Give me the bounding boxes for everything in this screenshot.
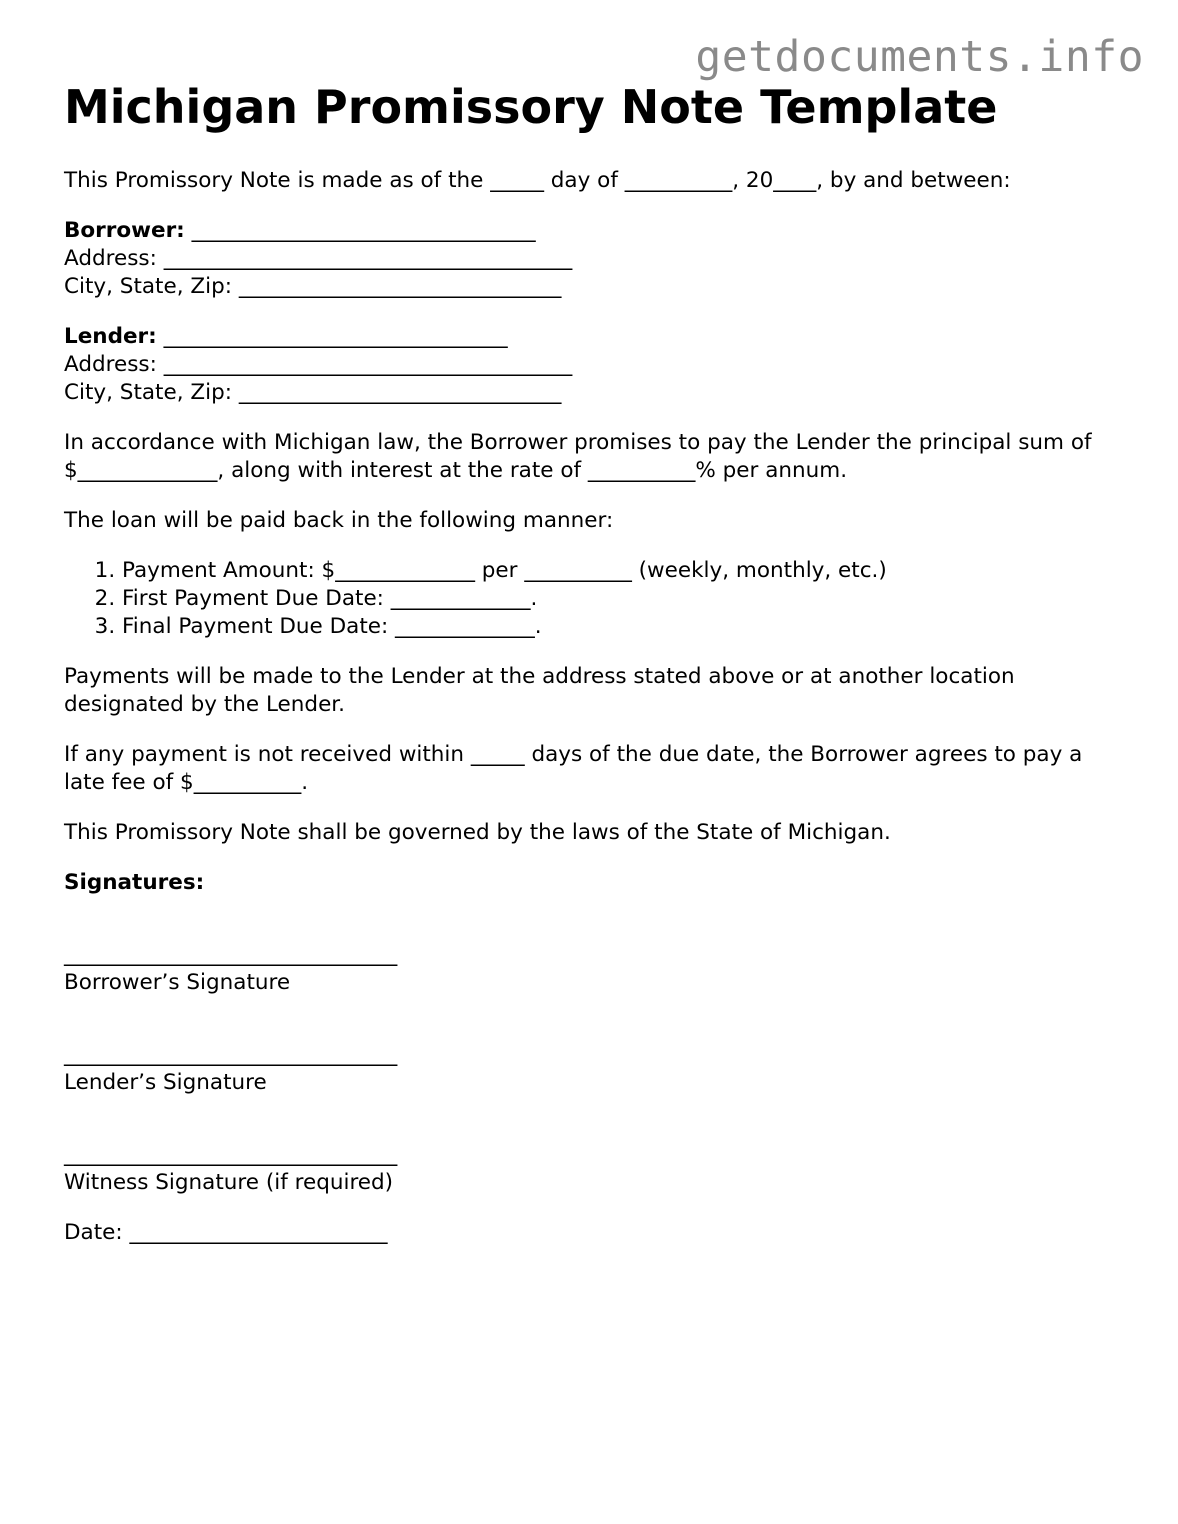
first-payment-item: 2. First Payment Due Date: _____________. <box>122 585 1124 613</box>
date-line: Date: ________________________ <box>64 1220 388 1245</box>
borrower-name-line <box>64 218 536 243</box>
lender-signature-label: Lender’s Signature <box>64 1070 267 1095</box>
intro-paragraph: This Promissory Note is made as of the _____ day of __________, 20____, by and between: <box>64 168 1011 193</box>
borrower-signature-label: Borrower’s Signature <box>64 970 291 995</box>
payment-amount-item: 1. Payment Amount: $_____________ per __________ (weekly, monthly, etc.) <box>122 557 1124 585</box>
witness-signature-label: Witness Signature (if required) <box>64 1170 394 1195</box>
lender-name-line <box>64 324 508 349</box>
signatures-heading: Signatures: <box>64 870 205 895</box>
payments-location-paragraph: Payments will be made to the Lender at the address stated above or at another location designated by the Lender. <box>64 664 1015 717</box>
borrower-name-blank: ________________________________ <box>184 218 536 243</box>
final-payment-item: 3. Final Payment Due Date: _____________. <box>122 613 1124 641</box>
payment-terms-list <box>64 557 1124 641</box>
borrower-signature-line: _______________________________ <box>64 942 398 967</box>
lender-block <box>64 323 1124 407</box>
witness-signature-line: _______________________________ <box>64 1142 398 1167</box>
manner-intro: The loan will be paid back in the following manner: <box>64 508 614 533</box>
lender-signature-line: _______________________________ <box>64 1042 398 1067</box>
late-fee-paragraph: If any payment is not received within _____ days of the due date, the Borrower agrees to pay a late fee of $__________. <box>64 742 1083 795</box>
document-body <box>64 167 1124 1247</box>
borrower-label: Borrower: <box>64 218 185 243</box>
borrower-block <box>64 217 1124 301</box>
witness-signature-block <box>64 1119 1124 1197</box>
borrower-signature-block <box>64 919 1124 997</box>
document-title: Michigan Promissory Note Template <box>64 80 998 134</box>
borrower-city-line: City, State, Zip: ______________________________ <box>64 274 562 299</box>
principal-paragraph: In accordance with Michigan law, the Borrower promises to pay the Lender the principal sum of $_____________, along with interest at the rate of __________% per annum. <box>64 430 1092 483</box>
lender-name-blank: ________________________________ <box>156 324 508 349</box>
lender-address-line: Address: ______________________________________ <box>64 352 573 377</box>
lender-label: Lender: <box>64 324 157 349</box>
governing-law-paragraph: This Promissory Note shall be governed by the laws of the State of Michigan. <box>64 820 891 845</box>
lender-city-line: City, State, Zip: ______________________________ <box>64 380 562 405</box>
borrower-address-line: Address: ______________________________________ <box>64 246 573 271</box>
lender-signature-block <box>64 1019 1124 1097</box>
watermark-text: getdocuments.info <box>695 32 1144 82</box>
